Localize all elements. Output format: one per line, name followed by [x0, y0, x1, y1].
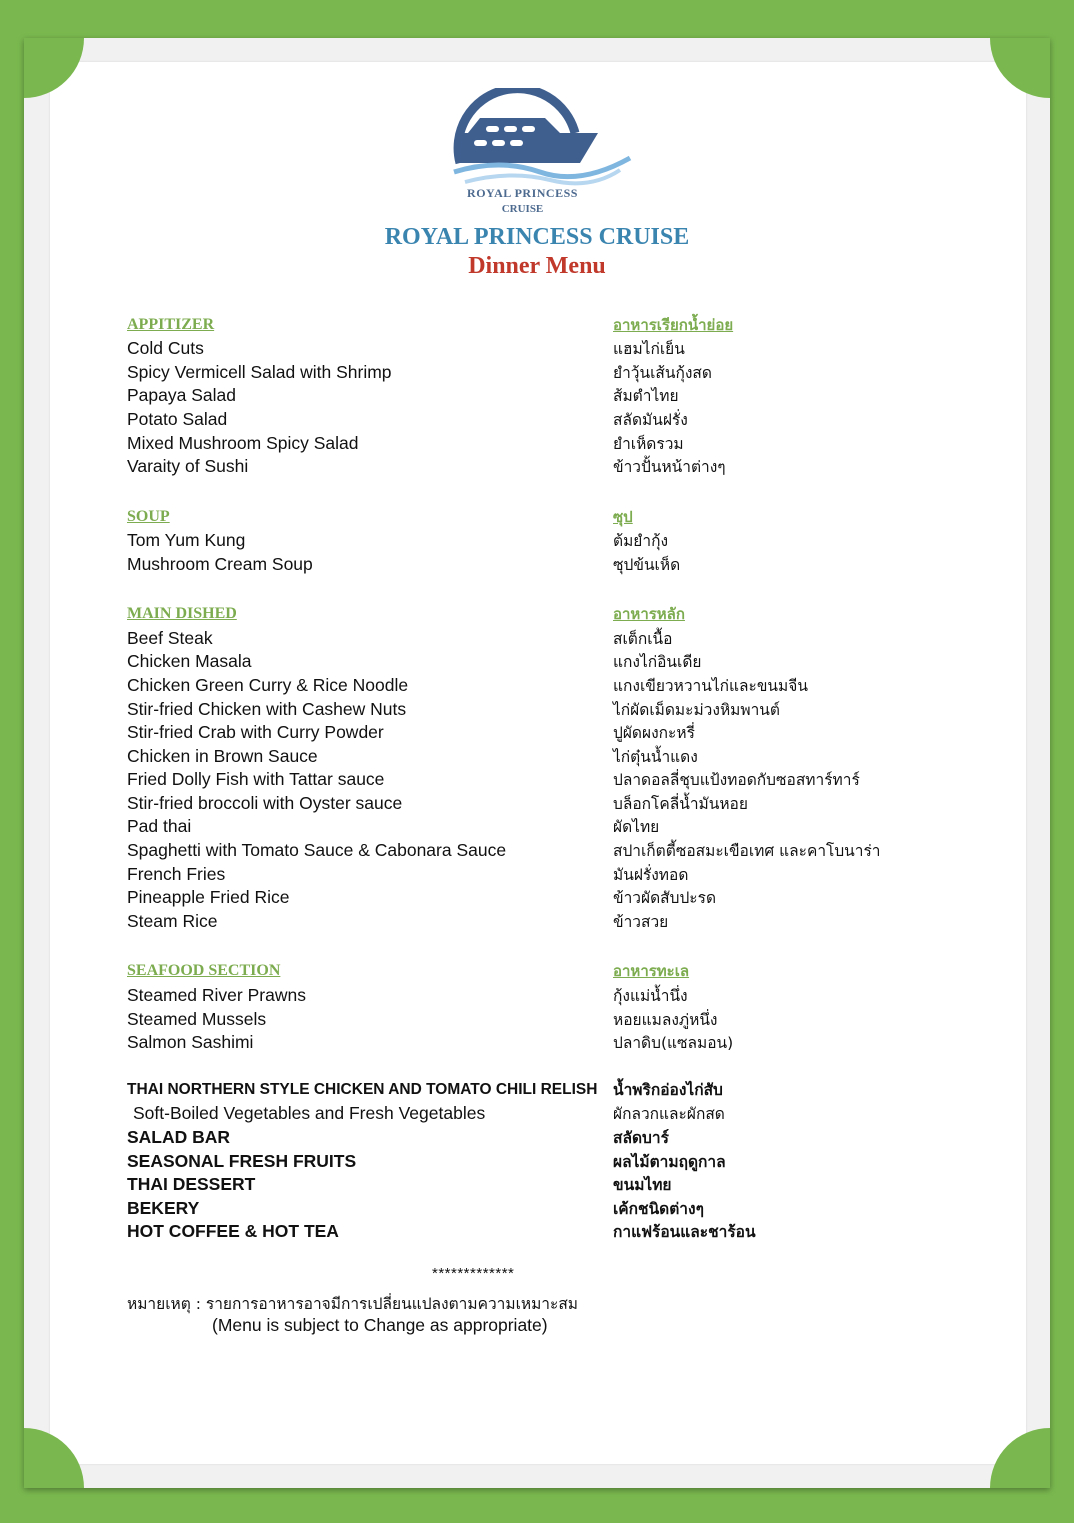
menu-item: Beef Steak: [127, 628, 213, 648]
menu-item-extra: กาแฟร้อนและชาร้อน: [613, 1223, 756, 1241]
menu-item: Steamed Mussels: [127, 1009, 267, 1029]
menu-item: Salmon Sashimi: [127, 1032, 254, 1052]
section-heading-appetizer: APPITIZER: [127, 316, 215, 333]
menu-item: กุ้งแม่น้ำนึ่ง: [613, 987, 688, 1005]
menu-item: French Fries: [127, 864, 226, 884]
menu-item: Stir-fried Chicken with Cashew Nuts: [127, 699, 407, 719]
menu-item-extra: สลัดบาร์: [613, 1129, 669, 1147]
menu-item: ไก่ผัดเม็ดมะม่วงหิมพานต์: [613, 701, 780, 719]
menu-item: Varaity of Sushi: [127, 456, 249, 476]
menu-item: สปาเก็ตตี้ซอสมะเขือเทศ และคาโบนาร่า: [613, 842, 881, 860]
page-title: ROYAL PRINCESS CRUISE: [384, 224, 690, 250]
menu-item: ส้มตำไทย: [613, 387, 679, 405]
footer-note-english: (Menu is subject to Change as appropriate): [212, 1315, 548, 1335]
menu-item: Steamed River Prawns: [127, 985, 306, 1005]
menu-item: สลัดมันฝรั่ง: [613, 411, 688, 429]
menu-item-extra: THAI NORTHERN STYLE CHICKEN AND TOMATO CHILI RELISH: [127, 1081, 598, 1098]
menu-item-extra: ขนมไทย: [613, 1176, 672, 1194]
menu-item: Spicy Vermicell Salad with Shrimp: [127, 362, 392, 382]
menu-item: ข้าวผัดสับปะรด: [613, 889, 717, 907]
menu-item: Pad thai: [127, 816, 192, 836]
separator-stars: *************: [432, 1265, 515, 1282]
menu-item: ปลาดิบ(แซลมอน): [613, 1034, 734, 1052]
menu-item: Mushroom Cream Soup: [127, 554, 313, 574]
menu-item: ต้มยำกุ้ง: [613, 532, 669, 550]
menu-item: Potato Salad: [127, 409, 228, 429]
section-heading-main-thai: อาหารหลัก: [613, 605, 685, 623]
menu-item: ไก่ตุ๋นน้ำแดง: [613, 748, 698, 766]
section-heading-soup: SOUP: [127, 508, 170, 525]
section-heading-seafood: SEAFOOD SECTION: [127, 962, 281, 979]
section-heading-soup-thai: ซุป: [613, 508, 633, 526]
menu-item: บล็อกโคลี่น้ำมันหอย: [613, 795, 748, 813]
menu-item: ยำเห็ดรวม: [613, 435, 684, 453]
menu-item: Stir-fried Crab with Curry Powder: [127, 722, 384, 742]
menu-item: Fried Dolly Fish with Tattar sauce: [127, 769, 385, 789]
menu-item: ผัดไทย: [613, 818, 660, 836]
menu-item-extra: Soft-Boiled Vegetables and Fresh Vegetables: [133, 1103, 486, 1123]
menu-item: ยำวุ้นเส้นกุ้งสด: [613, 364, 712, 382]
menu-item: ปลาดอลลี่ชุบแป้งทอดกับซอสทาร์ทาร์: [613, 771, 860, 789]
menu-item: ข้าวปั้นหน้าต่างๆ: [613, 458, 726, 476]
menu-item: Spaghetti with Tomato Sauce & Cabonara Sauce: [127, 840, 507, 860]
menu-item-extra: THAI DESSERT: [127, 1174, 256, 1194]
menu-item: Pineapple Fried Rice: [127, 887, 290, 907]
menu-item: Mixed Mushroom Spicy Salad: [127, 433, 359, 453]
menu-item-extra: BEKERY: [127, 1198, 200, 1218]
menu-item: Steam Rice: [127, 911, 218, 931]
menu-item: Chicken Green Curry & Rice Noodle: [127, 675, 409, 695]
menu-item: ซุปข้นเห็ด: [613, 556, 681, 574]
section-heading-seafood-thai: อาหารทะเล: [613, 962, 690, 980]
menu-item: Chicken in Brown Sauce: [127, 746, 318, 766]
menu-item: Chicken Masala: [127, 651, 252, 671]
menu-item: แกงเขียวหวานไก่และขนมจีน: [613, 677, 808, 695]
menu-item: แกงไก่อินเดีย: [613, 653, 702, 671]
menu-item-extra: เค้กชนิดต่างๆ: [613, 1200, 704, 1218]
menu-item-extra: ผักลวกและผักสด: [613, 1105, 725, 1123]
section-heading-main: MAIN DISHED: [127, 605, 237, 622]
menu-item-extra: น้ำพริกอ่องไก่สับ: [613, 1081, 723, 1099]
section-heading-appetizer-thai: อาหารเรียกน้ำย่อย: [613, 316, 734, 334]
menu-item: สเต็กเนื้อ: [613, 630, 673, 648]
menu-item: ปูผัดผงกะหรี่: [613, 724, 695, 742]
menu-item: ข้าวสวย: [613, 913, 669, 931]
menu-item: หอยแมลงภู่หนึ่ง: [613, 1011, 718, 1029]
menu-item-extra: SALAD BAR: [127, 1127, 231, 1147]
menu-item-extra: ผลไม้ตามฤดูกาล: [613, 1153, 726, 1171]
menu-item: แฮมไก่เย็น: [613, 340, 685, 358]
menu-item: มันฝรั่งทอด: [613, 866, 689, 884]
logo-text-line2: CRUISE: [501, 203, 544, 215]
menu-item: Cold Cuts: [127, 338, 204, 358]
menu-item: Papaya Salad: [127, 385, 236, 405]
logo-text-line1: ROYAL PRINCESS: [467, 186, 578, 200]
page-subtitle: Dinner Menu: [468, 253, 606, 279]
menu-item-extra: HOT COFFEE & HOT TEA: [127, 1221, 339, 1241]
menu-item-extra: SEASONAL FRESH FRUITS: [127, 1151, 357, 1171]
menu-item: Tom Yum Kung: [127, 530, 246, 550]
footer-note-thai: หมายเหตุ : รายการอาหารอาจมีการเปลี่ยนแปลงตามความเหมาะสม: [127, 1295, 579, 1313]
menu-item: Stir-fried broccoli with Oyster sauce: [127, 793, 403, 813]
